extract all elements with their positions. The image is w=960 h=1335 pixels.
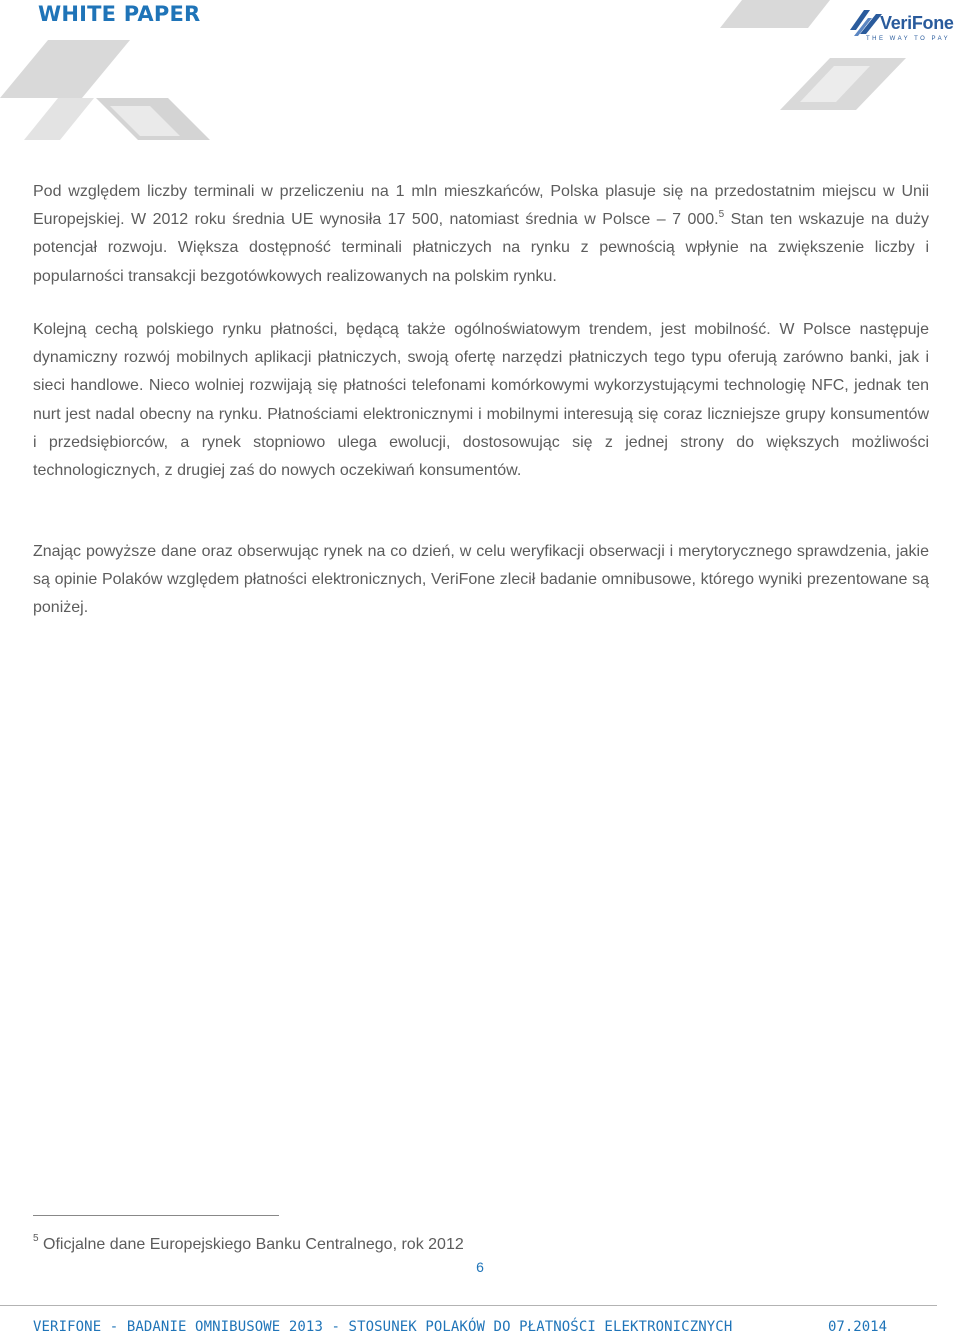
decorative-ribbon-left bbox=[0, 40, 215, 152]
logo-wordmark: VeriFone bbox=[880, 13, 954, 33]
paragraph-terminals bbox=[33, 178, 929, 291]
paragraph-mobility: Kolejną cechą polskiego rynku płatności, będącą także ogólnoświatowym trendem, jest mobilność. W Polsce następuje dynamiczny rozwój mobilnych aplikacji płatniczych, swoją ofertę narzędzi płatniczych tego typu oferują zarówno banki, jak i sieci handlowe. Nieco wolniej rozwijają się płatności telefonami komórkowymi wykorzystującymi technologię NFC, jednak ten nurt jest nadal obecny na rynku. Płatnościami elektronicznymi i mobilnymi interesują się coraz liczniejsze grupy konsumentów i przedsiębiorców, a rynek stopniowo ulega ewolucji, dostosowując się z jednej strony do większych możliwości technologicznych, z drugiej zaś do nowych oczekiwań konsumentów. bbox=[33, 321, 929, 480]
paragraph-survey: Znając powyższe dane oraz obserwując rynek na co dzień, w celu weryfikacji obserwacji i merytorycznego sprawdzenia, jakie są opinie Polaków względem płatności elektronicznych, VeriFone zlecił badanie omnibusowe, którego wyniki prezentowane są poniżej. bbox=[33, 543, 929, 617]
verifone-logo-icon bbox=[850, 10, 884, 38]
footnote-separator bbox=[33, 1215, 279, 1216]
page-number: 6 bbox=[476, 1259, 484, 1275]
footer-document-title: VERIFONE - BADANIE OMNIBUSOWE 2013 - STOSUNEK POLAKÓW DO PŁATNOŚCI ELEKTRONICZNYCH bbox=[33, 1319, 733, 1335]
footer-date: 07.2014 bbox=[828, 1319, 888, 1335]
verifone-logo bbox=[848, 8, 958, 48]
footnote-number: 5 bbox=[33, 1233, 39, 1244]
footnote-text: Oficjalne dane Europejskiego Banku Centralnego, rok 2012 bbox=[43, 1236, 464, 1253]
footer-divider bbox=[0, 1305, 937, 1306]
document-type-title: WHITE PAPER bbox=[38, 2, 201, 26]
footnote-reference: 5 bbox=[718, 209, 725, 221]
logo-tagline: THE WAY TO PAY bbox=[866, 36, 951, 42]
paragraph-1-text-b: Stan ten wskazuje na duży potencjał rozwoju. Większa dostępność terminali płatniczych na rynku z pewnością wpłynie na zwiększenie liczby i popularności transakcji bezgotówkowych realizowanych na polskim rynku. bbox=[33, 211, 930, 285]
footnote bbox=[33, 1233, 464, 1254]
paragraph-1-text-a: Pod względem liczby terminali w przeliczeniu na 1 mln mieszkańców, Polska plasuje się na przedostatnim miejscu w Unii Europejskiej. W 2012 roku średnia UE wynosiła 17 500, natomiast średnia w Polsce – 7 000. bbox=[33, 183, 929, 229]
